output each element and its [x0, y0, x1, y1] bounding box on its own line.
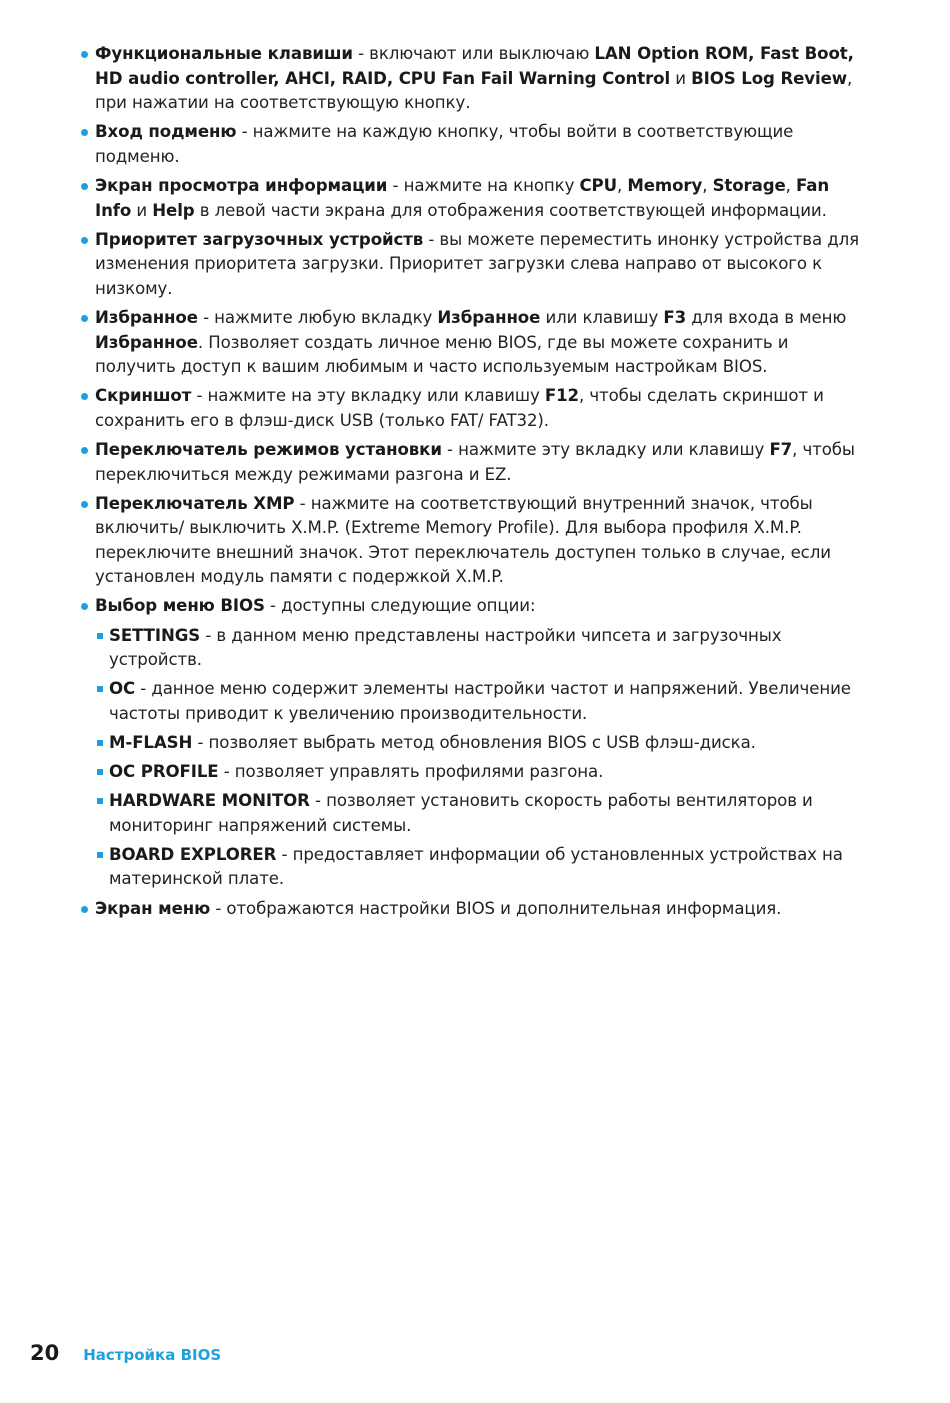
sub-item-board-explorer: BOARD EXPLORER - предоставляет информации об установленных устройствах на материнской плате. — [78, 843, 868, 892]
section-title: Настройка BIOS — [83, 1346, 222, 1364]
list-item-bios-menu-selection: Выбор меню BIOS - доступны следующие опции: — [78, 594, 868, 619]
sub-item-hardware-monitor: HARDWARE MONITOR - позволяет установить скорость работы вентиляторов и мониторинг напряжений системы. — [78, 789, 868, 838]
list-item-screenshot: Скриншот - нажмите на эту вкладку или клавишу F12, чтобы сделать скриншот и сохранить его в флэш-диск USB (только FAT/ FAT32). — [78, 384, 868, 433]
list-item-menu-screen: Экран меню - отображаются настройки BIOS и дополнительная информация. — [78, 897, 868, 922]
list-item-function-keys: Функциональные клавиши - включают или выключаю LAN Option ROM, Fast Boot, HD audio controller, AHCI, RAID, CPU Fan Fail Warning Control и BIOS Log Review, при нажатии на соответствующую кнопку. — [78, 42, 868, 116]
page-number: 20 — [30, 1341, 60, 1365]
sub-item-settings: SETTINGS - в данном меню представлены настройки чипсета и загрузочных устройств. — [78, 624, 868, 673]
list-item-xmp-switch: Переключатель XMP - нажмите на соответствующий внутренний значок, чтобы включить/ выключить X.M.P. (Extreme Memory Profile). Для выбора профиля X.M.P. переключите внешний значок. Этот переключатель доступен только в случае, если установлен модуль памяти с подержкой X.M.P. — [78, 492, 868, 590]
document-body — [78, 42, 868, 926]
page-footer — [30, 1341, 221, 1371]
list-item-favorites: Избранное - нажмите любую вкладку Избранное или клавишу F3 для входа в меню Избранное. Позволяет создать личное меню BIOS, где вы можете сохранить и получить доступ к вашим любимым и часто используемым настройкам BIOS. — [78, 306, 868, 380]
list-item-info-screen: Экран просмотра информации - нажмите на кнопку CPU, Memory, Storage, Fan Info и Help в левой части экрана для отображения соответствующей информации. — [78, 174, 868, 223]
sub-item-oc-profile: OC PROFILE - позволяет управлять профилями разгона. — [78, 760, 868, 785]
sub-item-m-flash: M-FLASH - позволяет выбрать метод обновления BIOS с USB флэш-диска. — [78, 731, 868, 756]
list-item-boot-priority: Приоритет загрузочных устройств - вы можете переместить инонку устройства для изменения приоритета загрузки. Приоритет загрузки слева направо от высокого к низкому. — [78, 228, 868, 302]
list-item-submenu-entry: Вход подменю - нажмите на каждую кнопку, чтобы войти в соответствующие подменю. — [78, 120, 868, 169]
list-item-mode-switch: Переключатель режимов установки - нажмите эту вкладку или клавишу F7, чтобы переключиться между режимами разгона и EZ. — [78, 438, 868, 487]
sub-item-oc: OC - данное меню содержит элементы настройки частот и напряжений. Увеличение частоты приводит к увеличению производительности. — [78, 677, 868, 726]
